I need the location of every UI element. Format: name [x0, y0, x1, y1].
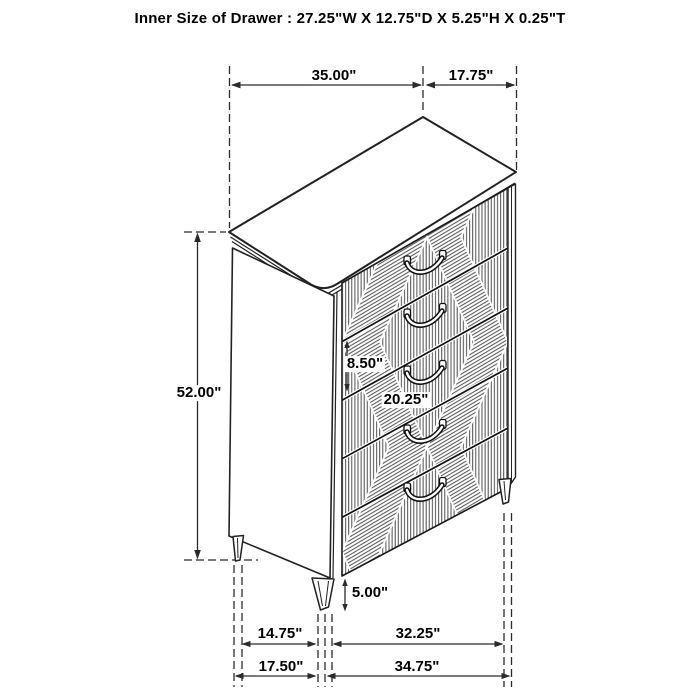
dim-depth-inner-label: 14.75"	[257, 625, 303, 643]
leg-front-right	[499, 479, 511, 505]
leg-back-left	[233, 536, 244, 562]
dim-depth-outer-label: 17.50"	[258, 658, 304, 676]
page-title: Inner Size of Drawer : 27.25"W X 12.75"D X 5.25"H X 0.25"T	[134, 10, 566, 27]
dim-overall-height-label: 52.00"	[176, 384, 222, 402]
dim-line-leg-height	[342, 579, 347, 612]
dim-width-inner-label: 32.25"	[395, 625, 441, 643]
dim-leg-height-label: 5.00"	[351, 584, 389, 602]
chest-side-panel	[229, 248, 337, 578]
right-side-edge	[508, 184, 516, 488]
dim-top-depth-label: 17.75"	[448, 67, 494, 85]
dim-top-width-label: 35.00"	[311, 67, 357, 85]
leg-front-center	[312, 578, 334, 610]
dim-drawer-width-label: 20.25"	[383, 391, 429, 409]
dim-width-outer-label: 34.75"	[394, 658, 440, 676]
dim-drawer-height-label: 8.50"	[346, 355, 384, 373]
